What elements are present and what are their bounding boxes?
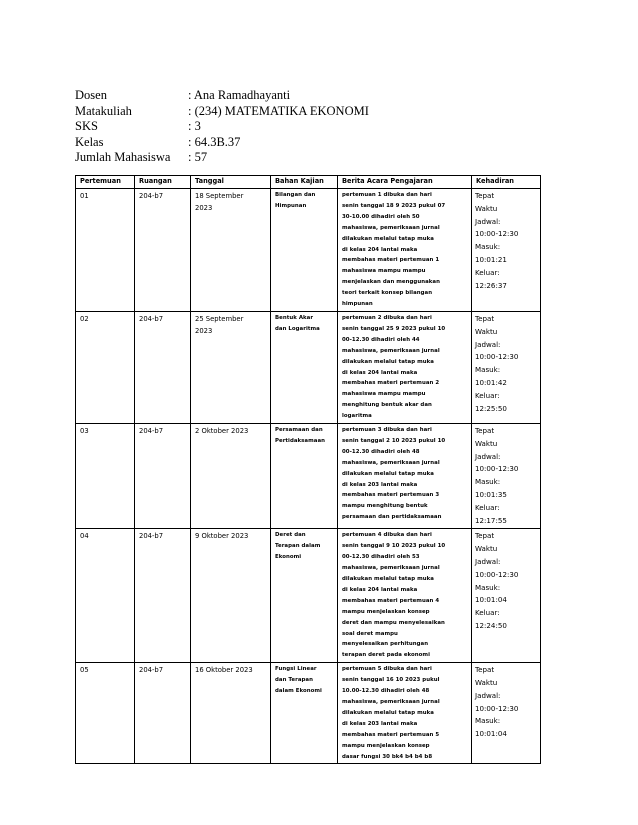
kehadiran-cell-line: Jadwal: [475, 216, 501, 226]
berita-acara-cell-line: mahasiswa, pemeriksaan jurnal [342, 347, 440, 354]
pertemuan-cell: 04 [76, 529, 135, 663]
berita-acara-cell-line: deret dan mampu menyelesaikan [342, 619, 445, 626]
table-row [76, 529, 541, 663]
berita-acara-cell-line: pertemuan 1 dibuka dan hari [342, 192, 432, 198]
berita-acara-cell [338, 529, 472, 663]
header-label: Jumlah Mahasiswa [75, 150, 171, 164]
berita-acara-cell-line: mahasiswa mampu mampu [342, 391, 426, 398]
table-row [76, 189, 541, 312]
kehadiran-cell-line: 12:24:50 [475, 620, 507, 630]
kehadiran-cell-line: Masuk: [475, 242, 501, 252]
kehadiran-cell-line: 10:01:04 [475, 595, 507, 605]
berita-acara-cell-line: persamaan dan pertidaksamaan [342, 514, 442, 521]
attendance-table [75, 175, 541, 764]
berita-acara-cell-line: mampu menghitung bentuk [342, 503, 428, 510]
kehadiran-cell-line: Masuk: [475, 477, 501, 487]
bahan-kajian-cell-line: Himpunan [275, 202, 307, 209]
tanggal-cell [191, 311, 271, 423]
column-header: Kehadiran [472, 176, 541, 189]
berita-acara-cell-line: membahas materi pertemuan 3 [342, 492, 440, 499]
tanggal-cell-line: 16 Oktober 2023 [195, 666, 253, 675]
berita-acara-cell-line: senin tanggal 2 10 2023 pukul 10 [342, 437, 446, 444]
pertemuan-cell: 02 [76, 311, 135, 423]
berita-acara-cell [338, 311, 472, 423]
bahan-kajian-cell-line: Bentuk Akar [275, 314, 314, 321]
bahan-kajian-cell [271, 529, 338, 663]
berita-acara-cell-line: dilakukan melalui tatap muka [342, 235, 434, 242]
pertemuan-cell: 03 [76, 424, 135, 529]
berita-acara-cell-line: 00-12.30 dihadiri oleh 48 [342, 448, 420, 455]
header-value: : 64.3B.37 [188, 134, 241, 149]
berita-acara-cell-line: pertemuan 5 dibuka dan hari [342, 666, 432, 673]
berita-acara-cell [338, 663, 472, 764]
kehadiran-cell-line: Masuk: [475, 365, 501, 375]
pertemuan-cell: 05 [76, 663, 135, 764]
berita-acara-cell-line: menghitung bentuk akar dan [342, 402, 432, 409]
tanggal-cell-line: 2023 [195, 204, 213, 212]
bahan-kajian-cell [271, 663, 338, 764]
berita-acara-cell-line: senin tanggal 16 10 2023 pukul [342, 677, 440, 684]
header-label: Kelas [75, 134, 104, 149]
kehadiran-cell-line: Jadwal: [475, 339, 501, 349]
table-row [76, 663, 541, 764]
kehadiran-cell [472, 311, 541, 423]
berita-acara-cell-line: membahas materi pertemuan 4 [342, 597, 440, 604]
column-header: Pertemuan [76, 176, 135, 189]
berita-acara-cell-line: di kelas 203 lantai maka [342, 720, 418, 727]
berita-acara-cell-line: terapan deret pada ekonomi [342, 652, 430, 659]
berita-acara-cell-line: menyelesaikan perhitungan [342, 641, 429, 648]
ruangan-cell: 204-b7 [135, 189, 191, 312]
header-row-sks [75, 119, 555, 135]
column-header: Ruangan [135, 176, 191, 189]
header-value: : (234) MATEMATIKA EKONOMI [188, 103, 369, 118]
kehadiran-cell-line: Jadwal: [475, 690, 501, 700]
kehadiran-cell-line: Keluar: [475, 390, 500, 400]
kehadiran-cell-line: 10:01:35 [475, 490, 507, 500]
berita-acara-cell-line: menjelaskan dan menggunakan [342, 279, 441, 286]
column-header: Tanggal [191, 176, 271, 189]
berita-acara-cell-line: membahas materi pertemuan 5 [342, 731, 440, 738]
bahan-kajian-cell [271, 189, 338, 312]
header-value: : 57 [188, 150, 208, 164]
tanggal-cell-line: 9 Oktober 2023 [195, 532, 249, 541]
berita-acara-cell-line: teori terkait konsep bilangan [342, 290, 433, 297]
berita-acara-cell-line: pertemuan 4 dibuka dan hari [342, 532, 432, 539]
berita-acara-cell-line: himpunan [342, 301, 373, 308]
bahan-kajian-cell-line: Ekonomi [275, 554, 302, 561]
header-row-dosen [75, 88, 555, 104]
ruangan-cell: 204-b7 [135, 529, 191, 663]
kehadiran-cell-line: Waktu [475, 326, 498, 336]
kehadiran-cell-line: Tepat [475, 313, 495, 323]
ruangan-cell: 204-b7 [135, 424, 191, 529]
berita-acara-cell-line: mahasiswa, pemeriksaan jurnal [342, 565, 440, 572]
header-label: Dosen [75, 88, 107, 102]
kehadiran-cell-line: 12:17:55 [475, 515, 507, 525]
berita-acara-cell [338, 424, 472, 529]
kehadiran-cell-line: Keluar: [475, 267, 500, 277]
berita-acara-cell-line: membahas materi pertemuan 1 [342, 257, 440, 264]
tanggal-cell [191, 663, 271, 764]
kehadiran-cell-line: 10:00-12:30 [475, 569, 519, 579]
berita-acara-cell-line: senin tanggal 25 9 2023 pukul 10 [342, 325, 446, 332]
kehadiran-cell [472, 189, 541, 312]
header-row-kelas [75, 135, 555, 151]
berita-acara-cell-line: di kelas 203 lantai maka [342, 481, 418, 488]
berita-acara-cell-line: mampu menjelaskan konsep [342, 742, 430, 749]
table-row [76, 311, 541, 423]
kehadiran-cell-line: Tepat [475, 531, 495, 541]
berita-acara-cell-line: dilakukan melalui tatap muka [342, 709, 434, 716]
berita-acara-cell-line: di kelas 204 lantai maka [342, 246, 418, 253]
kehadiran-cell-line: Waktu [475, 203, 498, 213]
kehadiran-cell-line: 10:00-12:30 [475, 229, 519, 239]
berita-acara-cell-line: soal deret mampu [342, 630, 398, 637]
berita-acara-cell-line: pertemuan 3 dibuka dan hari [342, 427, 432, 434]
bahan-kajian-cell-line: Deret dan [275, 532, 306, 539]
kehadiran-cell-line: 10:00-12:30 [475, 352, 519, 362]
berita-acara-cell-line: dilakukan melalui tatap muka [342, 470, 434, 477]
berita-acara-cell-line: di kelas 204 lantai maka [342, 586, 418, 593]
bahan-kajian-cell-line: dan Logaritma [275, 325, 320, 332]
table-body [76, 189, 541, 764]
column-header: Berita Acara Pengajaran [338, 176, 472, 189]
bahan-kajian-cell [271, 424, 338, 529]
tanggal-cell-line: 2 Oktober 2023 [195, 427, 249, 436]
header-row-matakuliah [75, 104, 555, 120]
berita-acara-cell-line: 00-12.30 dihadiri oleh 53 [342, 554, 420, 561]
kehadiran-cell-line: Waktu [475, 678, 498, 688]
berita-acara-cell-line: logaritma [342, 413, 372, 420]
berita-acara-cell-line: pertemuan 2 dibuka dan hari [342, 314, 432, 321]
header-value: : 3 [188, 119, 201, 133]
table-header-row [76, 176, 541, 189]
kehadiran-cell-line: Tepat [475, 426, 495, 436]
table-row [76, 424, 541, 529]
tanggal-cell-line: 2023 [195, 326, 213, 335]
bahan-kajian-cell-line: Bilangan dan [275, 192, 316, 198]
berita-acara-cell-line: senin tanggal 9 10 2023 pukul 10 [342, 543, 446, 550]
kehadiran-cell-line: Tepat [475, 191, 495, 200]
bahan-kajian-cell-line: Terapan dalam [275, 543, 321, 550]
kehadiran-cell-line: Waktu [475, 438, 498, 448]
tanggal-cell [191, 529, 271, 663]
berita-acara-cell-line: senin tanggal 18 9 2023 pukul 07 [342, 202, 446, 209]
kehadiran-cell-line: 10:01:42 [475, 377, 507, 387]
berita-acara-cell-line: mahasiswa mampu mampu [342, 268, 426, 275]
kehadiran-cell [472, 663, 541, 764]
kehadiran-cell-line: Keluar: [475, 608, 500, 618]
bahan-kajian-cell-line: Pertidaksamaan [275, 437, 326, 444]
bahan-kajian-cell-line: dalam Ekonomi [275, 688, 322, 695]
kehadiran-cell-line: 12:26:37 [475, 280, 507, 290]
tanggal-cell [191, 424, 271, 529]
tanggal-cell-line: 18 September [195, 192, 244, 200]
bahan-kajian-cell [271, 311, 338, 423]
berita-acara-cell-line: mahasiswa, pemeriksaan jurnal [342, 224, 440, 231]
tanggal-cell [191, 189, 271, 312]
berita-acara-cell [338, 189, 472, 312]
bahan-kajian-cell-line: dan Terapan [275, 677, 314, 684]
kehadiran-cell-line: 10:00-12:30 [475, 703, 519, 713]
kehadiran-cell-line: Jadwal: [475, 451, 501, 461]
lecture-info-header [75, 88, 555, 166]
berita-acara-cell-line: dilakukan melalui tatap muka [342, 576, 434, 583]
kehadiran-cell [472, 424, 541, 529]
berita-acara-cell-line: mampu menjelaskan konsep [342, 608, 430, 615]
kehadiran-cell-line: Masuk: [475, 582, 501, 592]
ruangan-cell: 204-b7 [135, 663, 191, 764]
column-header: Bahan Kajian [271, 176, 338, 189]
berita-acara-cell-line: dasar fungsi 30 bk4 b4 b4 b8 [342, 753, 433, 760]
berita-acara-cell-line: dilakukan melalui tatap muka [342, 358, 434, 365]
kehadiran-cell-line: 10:00-12:30 [475, 464, 519, 474]
berita-acara-cell-line: mahasiswa, pemeriksaan jurnal [342, 699, 440, 705]
berita-acara-cell-line: membahas materi pertemuan 2 [342, 380, 440, 387]
kehadiran-cell-line: Jadwal: [475, 557, 501, 566]
kehadiran-cell-line: Keluar: [475, 502, 500, 512]
header-label: SKS [75, 119, 98, 133]
kehadiran-cell-line: 10:01:21 [475, 254, 507, 264]
bahan-kajian-cell-line: Fungsi Linear [275, 666, 317, 673]
tanggal-cell-line: 25 September [195, 314, 244, 323]
ruangan-cell: 204-b7 [135, 311, 191, 423]
berita-acara-cell-line: di kelas 204 lantai maka [342, 369, 418, 376]
kehadiran-cell-line: Tepat [475, 665, 495, 675]
header-row-jumlah-mahasiswa [75, 150, 555, 166]
kehadiran-cell-line: 12:25:50 [475, 403, 507, 413]
header-value: : Ana Ramadhayanti [188, 88, 291, 102]
berita-acara-cell-line: 00-12.30 dihadiri oleh 44 [342, 336, 420, 343]
kehadiran-cell [472, 529, 541, 663]
pertemuan-cell: 01 [76, 189, 135, 312]
berita-acara-cell-line: 30-10.00 dihadiri oleh 50 [342, 213, 420, 220]
kehadiran-cell-line: Waktu [475, 544, 498, 554]
bahan-kajian-cell-line: Persamaan dan [275, 427, 323, 434]
berita-acara-cell-line: 10.00-12.30 dihadiri oleh 48 [342, 688, 430, 695]
kehadiran-cell-line: 10:01:04 [475, 729, 507, 739]
header-label: Matakuliah [75, 103, 132, 118]
kehadiran-cell-line: Masuk: [475, 716, 501, 726]
berita-acara-cell-line: mahasiswa, pemeriksaan jurnal [342, 459, 440, 466]
